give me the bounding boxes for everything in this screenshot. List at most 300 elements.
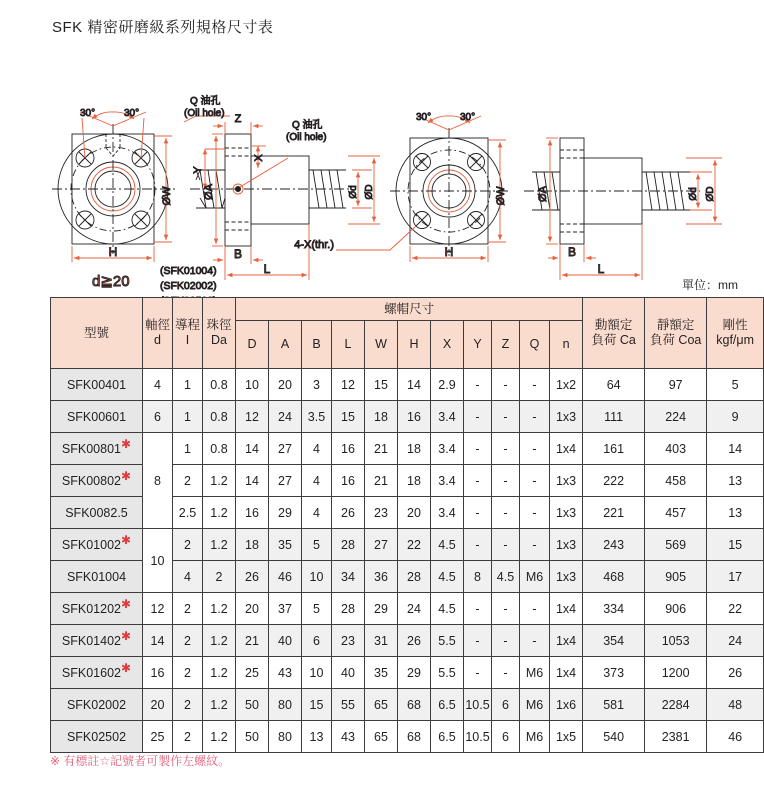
cell-Da: 1.2	[203, 625, 236, 657]
cell-I: 2	[173, 721, 203, 753]
cell-H: 29	[398, 657, 431, 689]
cell-rigidity: 46	[707, 721, 764, 753]
header-col-Q: Q	[520, 321, 550, 369]
cell-H: 26	[398, 625, 431, 657]
cell-Ca: 540	[583, 721, 645, 753]
cell-W: 15	[365, 369, 398, 401]
cell-A: 37	[269, 593, 302, 625]
cell-H: 68	[398, 721, 431, 753]
cell-I: 1	[173, 401, 203, 433]
cell-shaft-dia: 25	[143, 721, 173, 753]
cell-H: 20	[398, 497, 431, 529]
cell-Z: -	[492, 497, 520, 529]
cell-X: 4.5	[431, 529, 464, 561]
cell-D: 50	[236, 721, 269, 753]
header-model: 型號	[51, 298, 143, 369]
cell-Z: 4.5	[492, 561, 520, 593]
table-body	[51, 369, 764, 753]
left-thread-star-icon: ✱	[121, 532, 132, 547]
cell-X: 5.5	[431, 657, 464, 689]
cell-Z: -	[492, 625, 520, 657]
cell-Z: 6	[492, 689, 520, 721]
drawing-side-section-right	[524, 138, 722, 280]
cell-A: 46	[269, 561, 302, 593]
table-row	[51, 657, 764, 689]
cell-D: 14	[236, 465, 269, 497]
left-thread-star-icon: ✱	[121, 468, 132, 483]
cell-Coa: 2284	[645, 689, 707, 721]
cell-Y: 10.5	[464, 721, 492, 753]
cell-B: 4	[302, 497, 332, 529]
cell-X: 6.5	[431, 689, 464, 721]
cell-Coa: 97	[645, 369, 707, 401]
cell-Q: -	[520, 593, 550, 625]
cell-Q: M6	[520, 721, 550, 753]
cell-model: SFK00401	[51, 369, 143, 401]
header-static-load-l2: 負荷 Coa	[649, 333, 702, 347]
cell-Y: -	[464, 657, 492, 689]
footnote: ※ 有標註☆記號者可製作左螺紋。	[50, 754, 231, 768]
cell-A: 27	[269, 433, 302, 465]
cell-H: 24	[398, 593, 431, 625]
cell-W: 23	[365, 497, 398, 529]
cell-L: 34	[332, 561, 365, 593]
oil-hole-label-zh-right: Q 油孔	[292, 120, 323, 131]
cell-Da: 0.8	[203, 433, 236, 465]
cell-W: 65	[365, 721, 398, 753]
angle-label-30-right: 30°	[124, 108, 140, 119]
cell-W: 35	[365, 657, 398, 689]
cell-X: 6.5	[431, 721, 464, 753]
cell-Ca: 581	[583, 689, 645, 721]
cell-W: 31	[365, 625, 398, 657]
cell-rigidity: 26	[707, 657, 764, 689]
dim-label-D-left: ØD	[364, 184, 375, 200]
header-static-load	[645, 298, 707, 369]
cell-L: 40	[332, 657, 365, 689]
header-col-B: B	[302, 321, 332, 369]
cell-D: 14	[236, 433, 269, 465]
cell-H: 18	[398, 465, 431, 497]
cell-Ca: 334	[583, 593, 645, 625]
cell-n: 1x4	[550, 625, 583, 657]
cell-B: 10	[302, 561, 332, 593]
drawing-side-section-left	[160, 94, 380, 307]
cell-B: 4	[302, 433, 332, 465]
cell-Coa: 458	[645, 465, 707, 497]
cell-X: 3.4	[431, 465, 464, 497]
cell-shaft-dia: 20	[143, 689, 173, 721]
cell-X: 4.5	[431, 593, 464, 625]
cell-Q: -	[520, 433, 550, 465]
cell-D: 12	[236, 401, 269, 433]
table-row	[51, 689, 764, 721]
cell-Q: -	[520, 369, 550, 401]
cell-Y: -	[464, 465, 492, 497]
cell-A: 35	[269, 529, 302, 561]
cell-Y: -	[464, 529, 492, 561]
header-shaft-dia-sym: d	[154, 333, 161, 347]
cell-I: 1	[173, 433, 203, 465]
cell-model: SFK02502	[51, 721, 143, 753]
angle-label-30-left: 30°	[80, 108, 96, 119]
cell-Coa: 905	[645, 561, 707, 593]
cell-H: 68	[398, 689, 431, 721]
cell-rigidity: 9	[707, 401, 764, 433]
cell-Z: -	[492, 401, 520, 433]
header-row-top	[51, 298, 764, 321]
cell-model: SFK0082.5	[51, 497, 143, 529]
header-ball-dia-zh: 珠徑	[206, 318, 232, 333]
cell-rigidity: 5	[707, 369, 764, 401]
cell-Coa: 2381	[645, 721, 707, 753]
dim-label-W-left: ØW	[161, 186, 173, 206]
cell-L: 15	[332, 401, 365, 433]
cell-Da: 1.2	[203, 593, 236, 625]
cell-model: SFK01602✱	[51, 657, 143, 689]
cell-n: 1x6	[550, 689, 583, 721]
cell-L: 26	[332, 497, 365, 529]
cell-Ca: 111	[583, 401, 645, 433]
cell-Y: -	[464, 401, 492, 433]
cell-n: 1x5	[550, 721, 583, 753]
cell-Z: -	[492, 465, 520, 497]
cell-Z: -	[492, 433, 520, 465]
cell-n: 1x3	[550, 465, 583, 497]
header-ball-dia	[203, 298, 236, 369]
cell-B: 6	[302, 625, 332, 657]
oil-hole-label-en-right: (Oil hole)	[286, 132, 327, 143]
cell-W: 36	[365, 561, 398, 593]
angle-label-30-left-2: 30°	[416, 112, 432, 123]
header-col-n: n	[550, 321, 583, 369]
cell-A: 24	[269, 401, 302, 433]
dim-label-d-right: Ød	[688, 187, 699, 201]
cell-Y: -	[464, 497, 492, 529]
table-row	[51, 593, 764, 625]
cell-Da: 1.2	[203, 529, 236, 561]
cell-L: 43	[332, 721, 365, 753]
dim-label-X: X	[253, 154, 265, 162]
cell-L: 55	[332, 689, 365, 721]
header-dynamic-load	[583, 298, 645, 369]
header-col-Y: Y	[464, 321, 492, 369]
header-col-X: X	[431, 321, 464, 369]
cell-rigidity: 22	[707, 593, 764, 625]
cell-n: 1x4	[550, 433, 583, 465]
dim-label-D-right: ØD	[705, 186, 716, 202]
header-col-Z: Z	[492, 321, 520, 369]
cell-Q: M6	[520, 561, 550, 593]
spec-table-wrapper	[50, 297, 755, 753]
cell-shaft-dia: 10	[143, 529, 173, 593]
header-dynamic-load-l1: 動額定	[594, 318, 633, 333]
cell-Q: M6	[520, 657, 550, 689]
cell-B: 10	[302, 657, 332, 689]
cell-Y: 8	[464, 561, 492, 593]
header-col-L: L	[332, 321, 365, 369]
header-lead	[173, 298, 203, 369]
cell-W: 18	[365, 401, 398, 433]
cell-rigidity: 13	[707, 497, 764, 529]
cell-D: 25	[236, 657, 269, 689]
cell-Da: 1.2	[203, 657, 236, 689]
header-shaft-dia	[143, 298, 173, 369]
cell-Y: -	[464, 369, 492, 401]
cell-Ca: 161	[583, 433, 645, 465]
cell-X: 4.5	[431, 561, 464, 593]
cell-Da: 1.2	[203, 721, 236, 753]
cell-rigidity: 14	[707, 433, 764, 465]
cell-I: 2.5	[173, 497, 203, 529]
dim-label-B-left: B	[233, 247, 243, 261]
cell-Ca: 222	[583, 465, 645, 497]
cell-L: 12	[332, 369, 365, 401]
cell-I: 1	[173, 369, 203, 401]
cell-Z: 6	[492, 721, 520, 753]
cell-A: 80	[269, 689, 302, 721]
cell-rigidity: 48	[707, 689, 764, 721]
drawing-flange-endview-right	[294, 112, 510, 262]
dim-label-H-right: H	[444, 245, 454, 259]
cell-X: 5.5	[431, 625, 464, 657]
cell-Coa: 457	[645, 497, 707, 529]
cell-D: 50	[236, 689, 269, 721]
cell-Ca: 221	[583, 497, 645, 529]
unit-note: 單位：mm	[682, 278, 738, 292]
dim-label-Z: Z	[234, 113, 242, 125]
left-thread-star-icon: ✱	[121, 660, 132, 675]
cell-Z: -	[492, 593, 520, 625]
shaft-note-label: d≧20	[92, 273, 130, 290]
cell-Da: 1.2	[203, 689, 236, 721]
cell-Coa: 1053	[645, 625, 707, 657]
table-row	[51, 369, 764, 401]
oil-hole-label-zh-left: Q 油孔	[190, 96, 221, 107]
cell-H: 18	[398, 433, 431, 465]
cell-X: 3.4	[431, 497, 464, 529]
cell-I: 4	[173, 561, 203, 593]
cell-I: 2	[173, 465, 203, 497]
cell-D: 16	[236, 497, 269, 529]
cell-Da: 1.2	[203, 465, 236, 497]
cell-I: 2	[173, 529, 203, 561]
cell-L: 28	[332, 593, 365, 625]
cell-model: SFK00601	[51, 401, 143, 433]
cell-L: 23	[332, 625, 365, 657]
cell-H: 22	[398, 529, 431, 561]
header-shaft-dia-zh: 軸徑	[144, 318, 170, 333]
header-col-H: H	[398, 321, 431, 369]
cell-Ca: 64	[583, 369, 645, 401]
header-rigidity-l1: 剛性	[722, 318, 748, 333]
cell-shaft-dia: 4	[143, 369, 173, 401]
left-thread-star-icon: ✱	[121, 628, 132, 643]
dim-label-d-left: Ød	[348, 185, 359, 199]
table-head	[51, 298, 764, 369]
table-row	[51, 433, 764, 465]
left-thread-star-icon: ✱	[121, 436, 132, 451]
cell-Y: -	[464, 625, 492, 657]
cell-Da: 2	[203, 561, 236, 593]
cell-Da: 1.2	[203, 497, 236, 529]
cell-n: 1x4	[550, 657, 583, 689]
cell-W: 65	[365, 689, 398, 721]
angle-label-30-right-2: 30°	[460, 112, 476, 123]
dim-label-L-left: L	[263, 262, 271, 276]
cell-I: 2	[173, 593, 203, 625]
model-note-1: (SFK01004)	[160, 265, 217, 277]
cell-D: 10	[236, 369, 269, 401]
cell-shaft-dia: 8	[143, 433, 173, 529]
dim-label-L-right: L	[597, 262, 605, 276]
cell-Coa: 569	[645, 529, 707, 561]
cell-B: 13	[302, 721, 332, 753]
cell-n: 1x2	[550, 369, 583, 401]
cell-B: 5	[302, 593, 332, 625]
cell-W: 29	[365, 593, 398, 625]
cell-Coa: 906	[645, 593, 707, 625]
cell-X: 3.4	[431, 401, 464, 433]
cell-H: 14	[398, 369, 431, 401]
header-lead-zh: 導程	[174, 318, 200, 333]
model-note-2: (SFK02002)	[160, 280, 217, 292]
cell-H: 28	[398, 561, 431, 593]
cell-Y: -	[464, 593, 492, 625]
header-rigidity-l2: kgf/μm	[716, 333, 755, 347]
cell-Z: -	[492, 657, 520, 689]
cell-B: 15	[302, 689, 332, 721]
cell-W: 27	[365, 529, 398, 561]
cell-A: 80	[269, 721, 302, 753]
thread-note-label: 4-X(thr.)	[294, 239, 334, 251]
cell-shaft-dia: 16	[143, 657, 173, 689]
cell-I: 2	[173, 689, 203, 721]
header-col-W: W	[365, 321, 398, 369]
cell-A: 20	[269, 369, 302, 401]
cell-Q: -	[520, 497, 550, 529]
cell-W: 21	[365, 433, 398, 465]
cell-Ca: 468	[583, 561, 645, 593]
dim-label-A-right: ØA	[537, 186, 549, 202]
cell-Da: 0.8	[203, 369, 236, 401]
header-static-load-l1: 靜額定	[656, 318, 695, 333]
drawing-flange-endview-left	[52, 108, 176, 290]
spec-table	[50, 297, 764, 753]
cell-H: 16	[398, 401, 431, 433]
technical-drawings	[0, 46, 752, 292]
cell-B: 3.5	[302, 401, 332, 433]
cell-n: 1x3	[550, 561, 583, 593]
cell-model: SFK01004	[51, 561, 143, 593]
table-row	[51, 625, 764, 657]
cell-Y: 10.5	[464, 689, 492, 721]
cell-rigidity: 24	[707, 625, 764, 657]
cell-D: 26	[236, 561, 269, 593]
cell-D: 21	[236, 625, 269, 657]
cell-model: SFK00802✱	[51, 465, 143, 497]
cell-I: 2	[173, 657, 203, 689]
cell-n: 1x3	[550, 401, 583, 433]
cell-L: 16	[332, 433, 365, 465]
header-lead-sym: I	[185, 333, 190, 347]
cell-n: 1x4	[550, 593, 583, 625]
cell-B: 5	[302, 529, 332, 561]
cell-Ca: 354	[583, 625, 645, 657]
cell-B: 4	[302, 465, 332, 497]
page-title: SFK 精密研磨級系列規格尺寸表	[52, 19, 274, 36]
cell-A: 43	[269, 657, 302, 689]
dim-label-Y: Y	[192, 166, 204, 174]
table-row	[51, 721, 764, 753]
table-row	[51, 401, 764, 433]
cell-Z: -	[492, 529, 520, 561]
cell-A: 29	[269, 497, 302, 529]
cell-Coa: 1200	[645, 657, 707, 689]
cell-n: 1x3	[550, 529, 583, 561]
cell-shaft-dia: 14	[143, 625, 173, 657]
header-col-A: A	[269, 321, 302, 369]
header-col-D: D	[236, 321, 269, 369]
cell-Q: -	[520, 529, 550, 561]
cell-A: 40	[269, 625, 302, 657]
cell-Ca: 243	[583, 529, 645, 561]
cell-model: SFK01202✱	[51, 593, 143, 625]
header-dynamic-load-l2: 負荷 Ca	[591, 333, 636, 347]
cell-B: 3	[302, 369, 332, 401]
cell-rigidity: 13	[707, 465, 764, 497]
cell-model: SFK01402✱	[51, 625, 143, 657]
cell-Q: -	[520, 625, 550, 657]
cell-Q: -	[520, 465, 550, 497]
cell-rigidity: 15	[707, 529, 764, 561]
cell-model: SFK01002✱	[51, 529, 143, 561]
header-ball-dia-sym: Da	[211, 333, 227, 347]
cell-D: 20	[236, 593, 269, 625]
cell-X: 2.9	[431, 369, 464, 401]
cell-A: 27	[269, 465, 302, 497]
oil-hole-label-en-left: (Oil hole)	[184, 108, 225, 119]
dim-label-B-right: B	[567, 245, 577, 259]
cell-D: 18	[236, 529, 269, 561]
table-row	[51, 529, 764, 561]
cell-shaft-dia: 12	[143, 593, 173, 625]
header-rigidity	[707, 298, 764, 369]
cell-Y: -	[464, 433, 492, 465]
cell-Da: 0.8	[203, 401, 236, 433]
cell-Q: M6	[520, 689, 550, 721]
cell-Coa: 224	[645, 401, 707, 433]
cell-X: 3.4	[431, 433, 464, 465]
cell-L: 16	[332, 465, 365, 497]
cell-Ca: 373	[583, 657, 645, 689]
cell-rigidity: 17	[707, 561, 764, 593]
cell-n: 1x3	[550, 497, 583, 529]
left-thread-star-icon: ✱	[121, 596, 132, 611]
dim-label-A-left: ØA	[203, 184, 215, 200]
cell-model: SFK02002	[51, 689, 143, 721]
cell-Coa: 403	[645, 433, 707, 465]
cell-L: 28	[332, 529, 365, 561]
header-nut-group: 螺帽尺寸	[236, 298, 583, 321]
cell-model: SFK00801✱	[51, 433, 143, 465]
dim-label-W-right: ØW	[495, 186, 507, 206]
cell-Z: -	[492, 369, 520, 401]
cell-I: 2	[173, 625, 203, 657]
cell-Q: -	[520, 401, 550, 433]
cell-W: 21	[365, 465, 398, 497]
cell-shaft-dia: 6	[143, 401, 173, 433]
